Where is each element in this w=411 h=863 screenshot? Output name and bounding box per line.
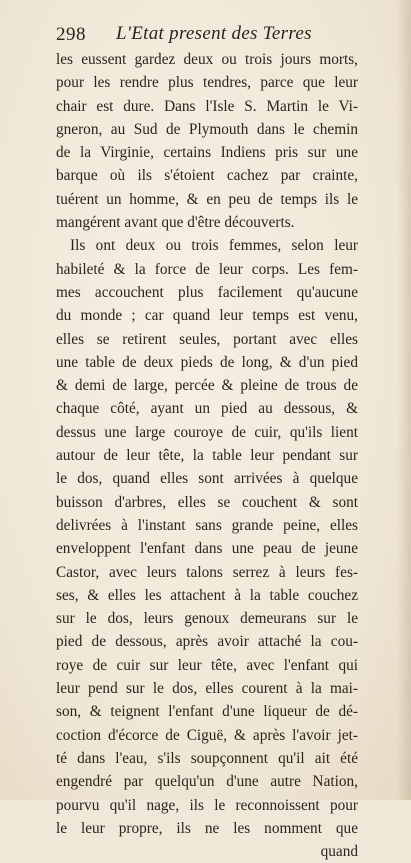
text-line: Castor, avec leurs talons serrez à leurs fes- [56, 563, 358, 581]
text-line: mangérent avant que d'être découverts. [56, 214, 295, 232]
catchword: quand [320, 843, 358, 861]
text-line: du monde ; car quand leur temps est venu, [56, 307, 358, 325]
text-line: elles se retirent seules, portant avec elles [56, 330, 358, 348]
text-line: pied de dessous, après avoir attaché la cou- [56, 633, 358, 651]
text-line: autour de leur tête, la table leur pendant sur [56, 447, 358, 465]
text-line: les eussent gardez deux ou trois jours morts, [56, 51, 358, 68]
text-line: une table de deux pieds de long, & d'un pied [56, 353, 358, 371]
text-line: engendré par quelqu'un d'une autre Nation, [56, 773, 358, 791]
text-line: leur pend sur le dos, elles courent à la mai- [56, 680, 358, 698]
text-line: barque où ils s'étoient cachez par crainte, [56, 167, 358, 185]
text-line: enveloppent l'enfant dans une peau de jeune [56, 540, 358, 558]
page-header [56, 22, 356, 50]
text-line: roye de cuir sur leur tête, avec l'enfant qui [56, 656, 358, 674]
text-line: pourvu qu'il nage, ils le reconnoissent pour [56, 796, 358, 814]
text-line: de la Virginie, certains Indiens pris sur une [56, 144, 358, 162]
text-line: mes accouchent plus facilement qu'aucune [56, 283, 358, 301]
text-line: tuérent un homme, & en peu de temps ils le [56, 190, 358, 208]
text-line: son, & teignent l'enfant d'une liqueur de dé- [56, 703, 358, 721]
text-line: pour les rendre plus tendres, parce que leur [56, 74, 358, 92]
text-line: buisson d'arbres, elles se couchent & sont [56, 493, 358, 511]
text-line: sur le dos, leurs genoux demeurans sur le [56, 610, 358, 628]
text-line: le dos, quand elles sont arrivées à quelque [56, 470, 358, 488]
text-line: té dans l'eau, s'ils soupçonnent qu'il ait été [56, 749, 358, 767]
text-line: coction d'écorce de Ciguë, & après l'avoir jet- [56, 726, 358, 744]
text-line: Ils ont deux ou trois femmes, selon leur [70, 237, 358, 255]
running-title: L'Etat present des Terres [116, 23, 312, 44]
text-line: le leur propre, ils ne les nomment que [56, 819, 358, 837]
body-text [56, 48, 358, 863]
text-line: dessus une large couroye de cuir, qu'ils lient [56, 423, 358, 441]
page-number: 298 [56, 24, 86, 45]
text-line: habileté & la force de leur corps. Les fem- [56, 260, 358, 278]
text-line: chaque côté, ayant un pied au dessous, & [56, 400, 358, 418]
text-line: delivrées à l'instant sans grande peine, elles [56, 516, 358, 534]
text-line: gneron, au Sud de Plymouth dans le chemin [56, 120, 358, 138]
text-line: & demi de large, percée & pleine de trous de [56, 377, 358, 395]
text-line: chair est dure. Dans l'Isle S. Martin le Vi- [56, 97, 358, 115]
text-line: ses, & elles les attachent à la table couchez [56, 586, 358, 604]
